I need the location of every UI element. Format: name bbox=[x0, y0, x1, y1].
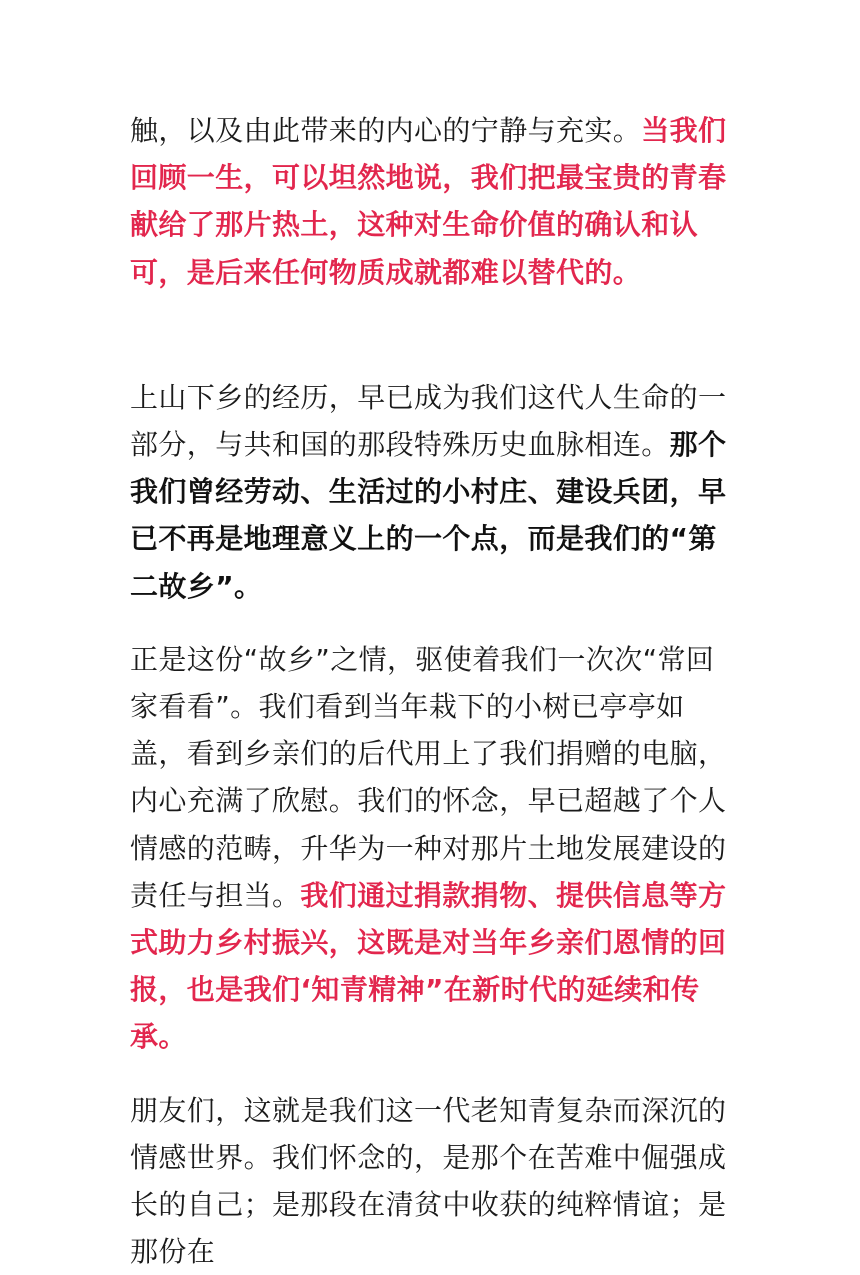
paragraph-3-highlight: 我们通过捐款捐物、提供信息等方式助力乡村振兴，这既是对当年乡亲们恩情的回报，也是我们‘知青精神”在新时代的延续和传承。 bbox=[130, 878, 727, 1054]
paragraph-3 bbox=[130, 636, 730, 1061]
paragraph-1-highlight: 当我们回顾一生，可以坦然地说，我们把最宝贵的青春献给了那片热土，这种对生命价值的确认和认可，是后来任何物质成就都难以替代的。 bbox=[130, 114, 727, 289]
article-body bbox=[130, 107, 730, 1275]
paragraph-1 bbox=[130, 107, 730, 296]
paragraph-4-text: 朋友们，这就是我们这一代老知青复杂而深沉的情感世界。我们怀念的，是那个在苦难中倔强成长的自己；是那段在清贫中收获的纯粹情谊；是那份在 bbox=[130, 1093, 727, 1269]
paragraph-3-text: 正是这份“故乡”之情，驱使着我们一次次“常回家看看”。我们看到当年栽下的小树已亭亭如盖，看到乡亲们的后代用上了我们捐赠的电脑，内心充满了欣慰。我们的怀念，早已超越了个人情感的范畴，升华为一种对那片土地发展建设的责任与担当。 bbox=[130, 642, 727, 912]
paragraph-2 bbox=[130, 374, 730, 610]
paragraph-1-text: 触，以及由此带来的内心的宁静与充实。 bbox=[130, 114, 642, 147]
paragraph-4 bbox=[130, 1087, 730, 1275]
paragraph-2-highlight: 那个我们曾经劳动、生活过的小村庄、建设兵团，早已不再是地理意义上的一个点，而是我们的“第二故乡”。 bbox=[130, 428, 727, 603]
paragraph-2-text: 上山下乡的经历，早已成为我们这代人生命的一部分，与共和国的那段特殊历史血脉相连。 bbox=[130, 380, 727, 462]
